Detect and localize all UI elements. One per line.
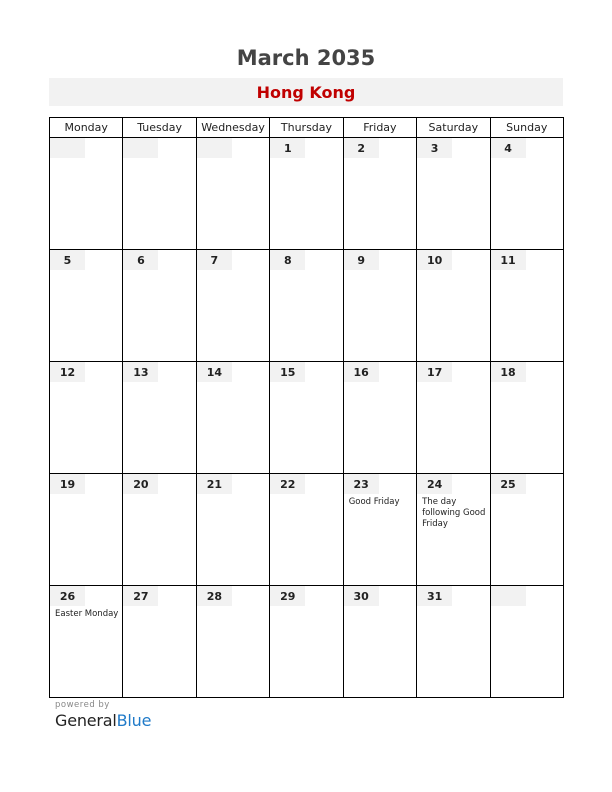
day-number: 6 <box>123 250 158 270</box>
day-cell <box>196 250 269 362</box>
day-number: 9 <box>344 250 379 270</box>
day-cell <box>343 362 416 474</box>
powered-by-text: powered by <box>55 700 110 710</box>
weekday-monday: Monday <box>50 118 123 138</box>
day-number: 30 <box>344 586 379 606</box>
day-number: 18 <box>491 362 526 382</box>
day-number: 27 <box>123 586 158 606</box>
day-cell <box>270 138 343 250</box>
day-cell <box>270 586 343 698</box>
day-number: 8 <box>270 250 305 270</box>
day-number: 7 <box>197 250 232 270</box>
weekday-sunday: Sunday <box>490 118 563 138</box>
day-number: 14 <box>197 362 232 382</box>
day-cell <box>196 138 269 250</box>
day-number: 15 <box>270 362 305 382</box>
day-cell <box>417 362 490 474</box>
day-cell <box>123 586 196 698</box>
brand-blue: Blue <box>116 711 152 730</box>
day-cell <box>343 474 416 586</box>
day-cell <box>50 586 123 698</box>
day-cell <box>123 362 196 474</box>
day-number: 3 <box>417 138 452 158</box>
day-cell <box>270 474 343 586</box>
day-number <box>123 138 158 158</box>
day-number: 10 <box>417 250 452 270</box>
day-cell <box>490 250 563 362</box>
day-number: 20 <box>123 474 158 494</box>
holiday-label: Easter Monday <box>55 609 119 619</box>
day-number: 19 <box>50 474 85 494</box>
brand-general: General <box>55 711 117 730</box>
day-number: 12 <box>50 362 85 382</box>
day-cell <box>343 250 416 362</box>
day-cell <box>490 138 563 250</box>
footer <box>55 700 151 730</box>
calendar-grid <box>49 117 564 698</box>
weekday-saturday: Saturday <box>417 118 490 138</box>
day-number: 23 <box>344 474 379 494</box>
weekday-friday: Friday <box>343 118 416 138</box>
day-number: 25 <box>491 474 526 494</box>
region-name: Hong Kong <box>256 83 356 102</box>
day-cell <box>123 138 196 250</box>
day-number: 4 <box>491 138 526 158</box>
day-cell <box>50 362 123 474</box>
calendar-title: March 2035 <box>236 46 376 70</box>
day-cell <box>196 362 269 474</box>
week-row <box>50 250 564 362</box>
day-number: 26 <box>50 586 85 606</box>
week-row <box>50 138 564 250</box>
day-number: 2 <box>344 138 379 158</box>
day-number <box>197 138 232 158</box>
brand-logo <box>55 711 151 730</box>
weekday-thursday: Thursday <box>270 118 343 138</box>
day-number <box>50 138 85 158</box>
day-number: 17 <box>417 362 452 382</box>
day-number: 31 <box>417 586 452 606</box>
day-cell <box>50 138 123 250</box>
day-cell <box>343 586 416 698</box>
day-cell <box>343 138 416 250</box>
day-cell <box>417 474 490 586</box>
day-cell <box>123 250 196 362</box>
week-row <box>50 474 564 586</box>
day-number: 16 <box>344 362 379 382</box>
day-cell <box>270 362 343 474</box>
week-row <box>50 362 564 474</box>
day-number: 22 <box>270 474 305 494</box>
holiday-label: The day following Good Friday <box>422 497 486 529</box>
day-cell <box>270 250 343 362</box>
weekday-header-row <box>50 118 564 138</box>
week-row <box>50 586 564 698</box>
day-cell <box>50 250 123 362</box>
day-number <box>491 586 526 606</box>
day-cell <box>490 362 563 474</box>
day-number: 13 <box>123 362 158 382</box>
region-bar <box>49 78 563 106</box>
day-cell <box>196 474 269 586</box>
day-cell <box>417 586 490 698</box>
holiday-label: Good Friday <box>348 497 400 507</box>
day-cell <box>417 250 490 362</box>
day-cell <box>123 474 196 586</box>
day-number: 1 <box>270 138 305 158</box>
day-cell <box>50 474 123 586</box>
day-number: 21 <box>197 474 232 494</box>
day-cell <box>490 474 563 586</box>
day-number: 24 <box>417 474 452 494</box>
day-number: 11 <box>491 250 526 270</box>
weekday-tuesday: Tuesday <box>123 118 196 138</box>
day-number: 28 <box>197 586 232 606</box>
weekday-wednesday: Wednesday <box>196 118 269 138</box>
day-cell <box>417 138 490 250</box>
day-number: 29 <box>270 586 305 606</box>
day-number: 5 <box>50 250 85 270</box>
day-cell <box>196 586 269 698</box>
day-cell <box>490 586 563 698</box>
